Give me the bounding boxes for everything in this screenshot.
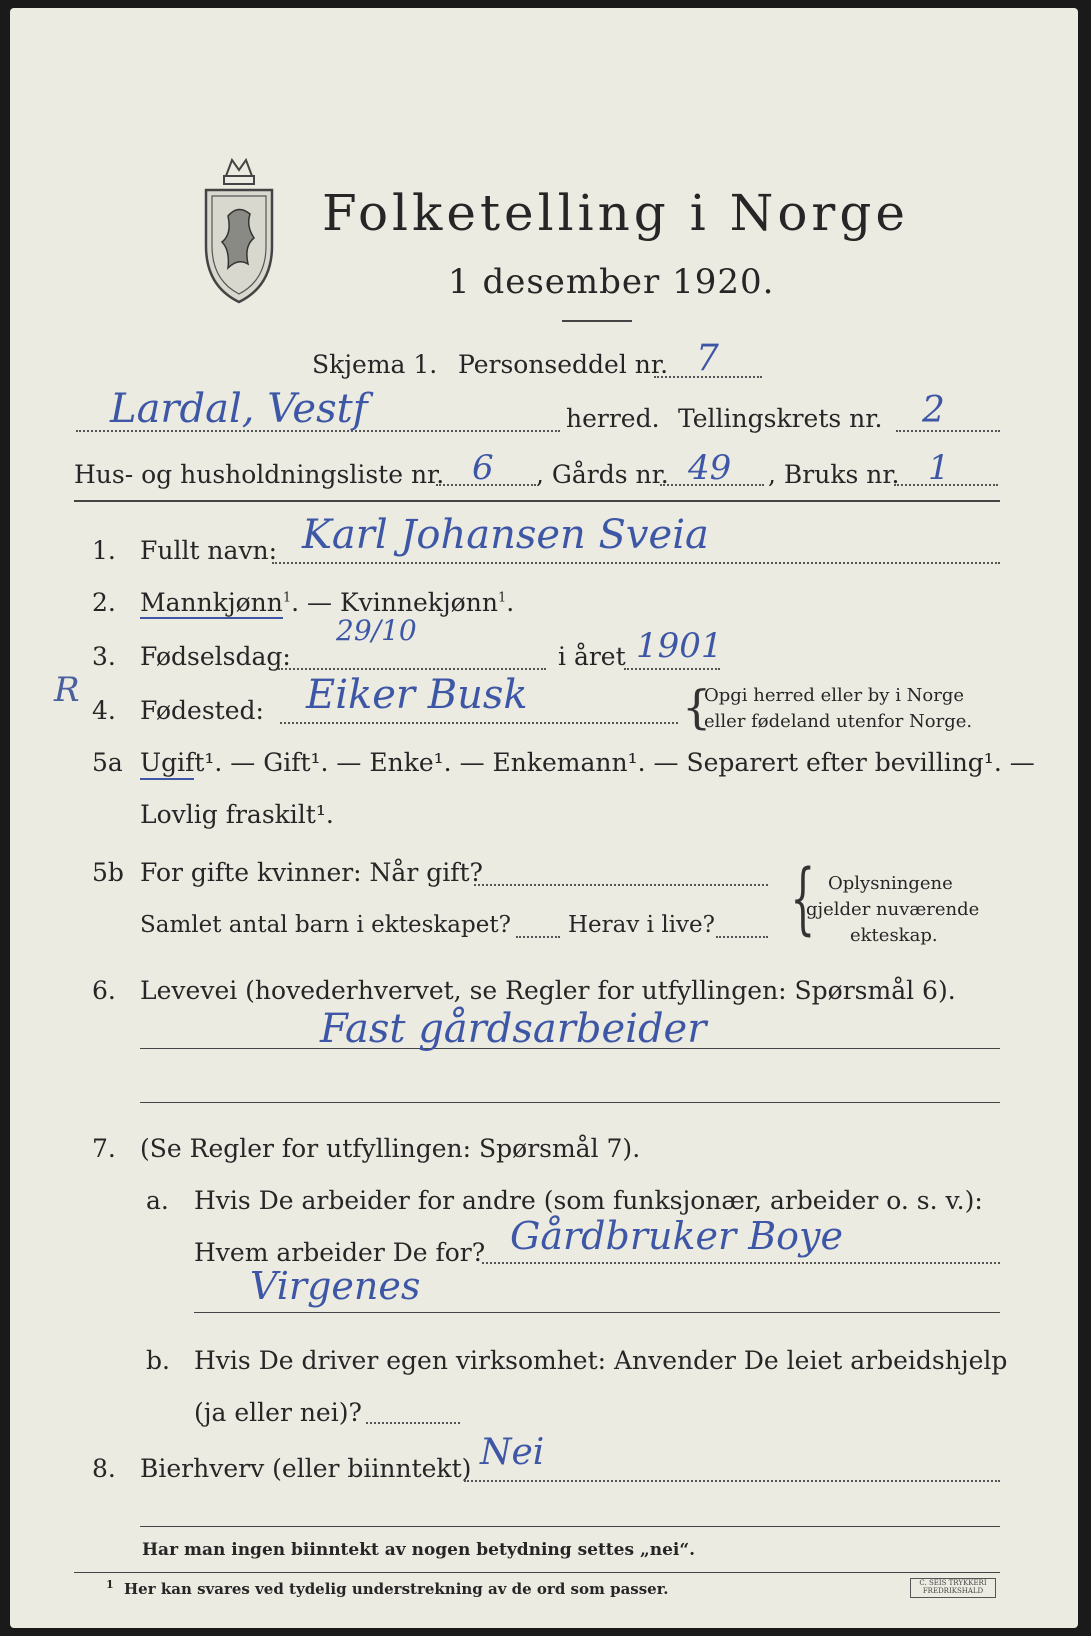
footer-note: Har man ingen biinntekt av nogen betydning settes „nei“.: [142, 1540, 696, 1560]
q5b-note-line3: ekteskap.: [850, 925, 938, 946]
q1-number: 1.: [92, 536, 116, 565]
q7-label: (Se Regler for utfyllingen: Spørsmål 7).: [140, 1134, 641, 1163]
employer-value-line1: Gårdbruker Boye: [510, 1214, 843, 1258]
q5b-number: 5b: [92, 858, 124, 887]
birthdate-field[interactable]: [278, 668, 546, 670]
sex-end: .: [506, 588, 515, 617]
census-form: [10, 8, 1078, 1628]
gards-value: 49: [688, 448, 732, 488]
header-divider: [74, 500, 1000, 502]
q7b-question: Hvis De driver egen virksomhet: Anvender De leiet arbeidshjelp: [194, 1346, 1008, 1375]
q3-label: Fødselsdag:: [140, 642, 291, 671]
printer-stamp: [910, 1578, 996, 1598]
sex-option-female[interactable]: Kvinnekjønn: [339, 588, 498, 617]
birthyear-label: i året: [558, 642, 626, 671]
side-income-field-line2[interactable]: [140, 1526, 1000, 1527]
q4-label: Fødested:: [140, 696, 264, 725]
q7a-question: Hvis De arbeider for andre (som funksjonær, arbeider o. s. v.):: [194, 1186, 983, 1215]
coat-of-arms-icon: [198, 146, 280, 306]
q5b-children-label: Samlet antal barn i ekteskapet?: [140, 912, 511, 938]
q4-note-line2: eller fødeland utenfor Norge.: [704, 711, 973, 732]
q7a-number: a.: [146, 1186, 169, 1215]
marital-status-options-line2[interactable]: Lovlig fraskilt¹.: [140, 800, 334, 829]
gards-label: , Gårds nr.: [536, 460, 669, 489]
tellingskrets-label: Tellingskrets nr.: [678, 404, 883, 433]
birthplace-value: Eiker Busk: [306, 672, 528, 718]
side-income-value: Nei: [480, 1432, 545, 1473]
q7b-yes-no-label: (ja eller nei)?: [194, 1398, 362, 1427]
q3-number: 3.: [92, 642, 116, 671]
footer-divider: [74, 1572, 1000, 1573]
tellingskrets-value: 2: [922, 390, 945, 431]
children-alive-field[interactable]: [716, 936, 768, 938]
q4-number: 4.: [92, 696, 116, 725]
footnote-marker: 1: [282, 590, 292, 606]
q5b-note-line2: gjelder nuværende: [806, 899, 980, 920]
marital-status-options[interactable]: Ugift¹. — Gift¹. — Enke¹. — Enkemann¹. — Separert efter bevilling¹. —: [140, 748, 1035, 777]
q4-brace-icon: {: [682, 680, 712, 734]
q5b-brace-icon: {: [790, 854, 816, 944]
schema-label: Skjema 1.: [312, 350, 438, 379]
full-name-field[interactable]: [272, 562, 1000, 564]
full-name-value: Karl Johansen Sveia: [302, 512, 709, 558]
q7-number: 7.: [92, 1134, 116, 1163]
children-count-field[interactable]: [516, 936, 560, 938]
q4-note-line1: Opgi herred eller by i Norge: [704, 685, 965, 706]
title-divider: [562, 320, 632, 322]
birthplace-field[interactable]: [280, 722, 678, 724]
q7a-employer-label: Hvem arbeider De for?: [194, 1238, 486, 1267]
birthyear-value: 1901: [636, 626, 723, 666]
hired-help-field[interactable]: [366, 1422, 460, 1424]
stamp-line2: FREDRIKSHALD: [922, 1587, 984, 1595]
employer-field-line2[interactable]: [194, 1312, 1000, 1313]
hus-value: 6: [472, 448, 494, 488]
q7b-number: b.: [146, 1346, 170, 1375]
tellingskrets-field[interactable]: [896, 430, 1000, 432]
bruks-label: , Bruks nr.: [768, 460, 900, 489]
side-income-field[interactable]: [464, 1480, 1000, 1482]
q8-number: 8.: [92, 1454, 116, 1483]
q2-number: 2.: [92, 588, 116, 617]
employer-field[interactable]: [482, 1262, 1000, 1264]
herred-value: Lardal, Vestf: [110, 386, 368, 432]
q5b-married-label: For gifte kvinner: Når gift?: [140, 858, 483, 887]
form-date: 1 desember 1920.: [448, 262, 775, 302]
q1-label: Fullt navn:: [140, 536, 278, 565]
q5a-number: 5a: [92, 748, 123, 777]
occupation-value: Fast gårdsarbeider: [320, 1006, 707, 1052]
footnote-marker: 1: [497, 590, 507, 606]
form-title: Folketelling i Norge: [322, 184, 909, 242]
employer-value-line2: Virgenes: [250, 1264, 421, 1308]
birthdate-value: 29/10: [336, 614, 417, 647]
married-date-field[interactable]: [474, 884, 768, 886]
q6-number: 6.: [92, 976, 116, 1005]
marital-status-underline: [140, 778, 194, 780]
margin-mark: R: [54, 670, 80, 710]
q5b-note-line1: Oplysningene: [828, 873, 953, 894]
q5b-alive-label: Herav i live?: [568, 912, 715, 938]
personseddel-value: 7: [696, 338, 719, 379]
footnote-text: Her kan svares ved tydelig understrekning av de ord som passer.: [124, 1580, 669, 1598]
q6-label: Levevei (hovederhvervet, se Regler for utfyllingen: Spørsmål 6).: [140, 976, 956, 1005]
occupation-field-line2[interactable]: [140, 1102, 1000, 1103]
birthyear-field[interactable]: [624, 668, 720, 670]
q8-label: Bierhverv (eller biinntekt): [140, 1454, 472, 1483]
personseddel-label: Personseddel nr.: [458, 350, 669, 379]
footnote-number: 1: [106, 1578, 114, 1591]
herred-label: herred.: [566, 404, 660, 433]
stamp-line1: C. SEIS TRYKKERI: [919, 1579, 987, 1587]
hus-label: Hus- og husholdningsliste nr.: [74, 460, 445, 489]
bruks-value: 1: [928, 448, 950, 488]
sex-option-male[interactable]: Mannkjønn: [140, 588, 283, 617]
q2-sex-options: [140, 588, 514, 617]
sex-separator: . —: [291, 588, 340, 617]
